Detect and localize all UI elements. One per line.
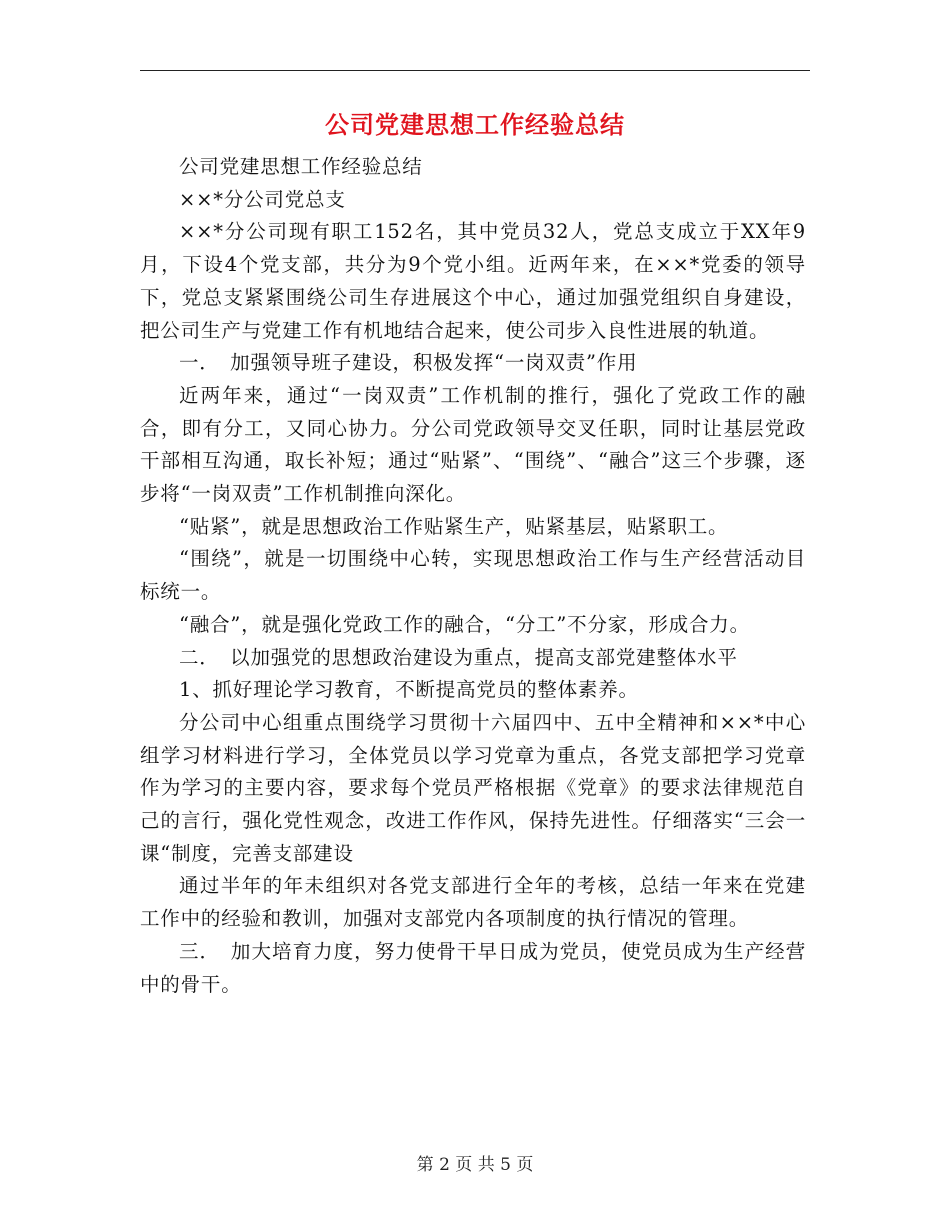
document-title: 公司党建思想工作经验总结 (325, 110, 625, 139)
paragraph-subtitle: 公司党建思想工作经验总结 (179, 155, 423, 178)
paragraph: 分公司中心组重点围绕学习贯彻十六届四中、五中全精神和××*中心组学习材料进行学习，全体党员以学习党章为重点，各党支部把学习党章作为学习的主要内容，要求每个党员严格根据《党章》的要求法律规范自己的言行，强化党性观念，改进工作作风，保持先进性。仔细落实“三会一课“制度，完善支部建设 (140, 710, 806, 865)
page-indicator: 第 2 页 共 5 页 (416, 1155, 534, 1175)
paragraph: 通过半年的年未组织对各党支部进行全年的考核，总结一年来在党建工作中的经验和教训，加强对支部党内各项制度的执行情况的管理。 (140, 874, 806, 931)
document-body (140, 151, 806, 1001)
paragraph-intro: ××*分公司现有职工152名，其中党员32人，党总支成立于XX年9月，下设4个党支部，共分为9个党小组。近两年来，在××*党委的领导下，党总支紧紧围绕公司生存进展这个中心，通过加强党组织自身建设，把公司生产与党建工作有机地结合起来，使公司步入良性进展的轨道。 (140, 220, 806, 342)
section-heading-2: 二． 以加强党的思想政治建设为重点，提高支部党建整体水平 (179, 645, 738, 669)
subsection-heading: 1、抓好理论学习教育，不断提高党员的整体素养。 (179, 678, 639, 702)
paragraph: “围绕”，就是一切围绕中心转，实现思想政治工作与生产经营活动目标统一。 (140, 547, 806, 604)
paragraph: “融合”，就是强化党政工作的融合，“分工”不分家，形成合力。 (179, 612, 750, 636)
paragraph: 近两年来，通过“一岗双责”工作机制的推行，强化了党政工作的融合，即有分工，又同心协力。分公司党政领导交叉任职，同时让基层党政干部相互沟通，取长补短；通过“贴紧”、“围绕”、“融合”这三个步骤，逐步将“一岗双责”工作机制推向深化。 (140, 383, 806, 506)
section-heading-3: 三． 加大培育力度，努力使骨干早日成为党员，使党员成为生产经营中的骨干。 (140, 939, 806, 996)
paragraph-author: ××*分公司党总支 (179, 187, 346, 211)
header-rule (140, 70, 810, 71)
section-heading-1: 一． 加强领导班子建设，积极发挥“一岗双责”作用 (179, 351, 638, 375)
paragraph: “贴紧”，就是思想政治工作贴紧生产，贴紧基层，贴紧职工。 (179, 514, 729, 538)
